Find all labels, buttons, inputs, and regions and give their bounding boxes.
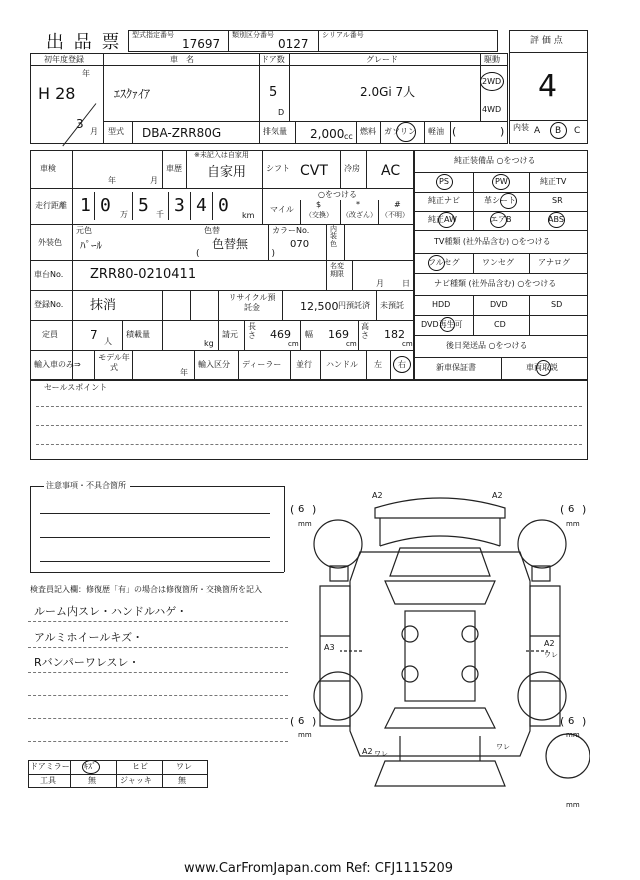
import-class-label: 輸入区分	[198, 360, 230, 369]
shift-label: シフト	[266, 164, 290, 173]
mile-label: マイル	[270, 205, 294, 214]
fuel-circle	[396, 122, 416, 142]
inspector-label: 検査員記入欄：修復歴「有」の場合は修復箇所・交換箇所を記入	[30, 585, 262, 594]
mileage-circle-note: ○をつける	[318, 190, 357, 199]
equip-tv: 純正TV	[540, 177, 567, 186]
handle-label: ハンドル	[326, 360, 358, 369]
hash-symbol: #	[394, 200, 401, 209]
jack-label: ジャッキ	[120, 776, 152, 785]
tread-front-left-unit: mm	[298, 520, 312, 528]
jack-value: 無	[178, 776, 186, 785]
orig-color-label: 元色	[76, 226, 92, 235]
equip-abs-circle	[548, 212, 565, 228]
displacement-unit: cc	[344, 132, 353, 141]
mileage-digit-2: 0	[100, 195, 111, 216]
drive-label: 駆動	[484, 55, 500, 64]
damage-ware-right: ワレ	[544, 651, 558, 659]
fuel-gasoline: ガソリン	[384, 127, 416, 136]
tv-oneseg: ワンセグ	[482, 258, 514, 267]
type-approval-value: 17697	[182, 37, 221, 51]
color-label: 外装色	[38, 238, 62, 247]
sheet-title: 出 品 票	[46, 32, 122, 53]
history-note: ※未記入は自家用	[194, 151, 249, 159]
chassis-value: ZRR80-0210411	[90, 267, 197, 282]
damage-a2-top-right: A2	[492, 491, 503, 500]
door-mirror-label: ドアミラー	[30, 762, 70, 771]
tread-rear-left-unit: mm	[298, 731, 312, 739]
navi-dvd: DVD	[490, 300, 508, 309]
navi-sd: SD	[551, 300, 563, 309]
doors-value: 5	[269, 85, 278, 100]
registration-value: 抹消	[90, 298, 117, 313]
mileage-unit: km	[242, 211, 255, 220]
ship-manual-circle	[536, 360, 551, 376]
height-label: 高さ	[361, 322, 369, 340]
inspection-label: 車検	[40, 164, 56, 173]
sales-point-box	[30, 380, 588, 460]
score-value: 4	[538, 69, 558, 104]
capacity-unit: 人	[104, 337, 112, 346]
height-value: 182	[384, 328, 405, 341]
interior-color-label: 内装色	[330, 225, 337, 248]
handle-left: 左	[374, 360, 382, 369]
footer-reference: www.CarFromJapan.com Ref: CFJ1115209	[184, 861, 454, 876]
drive-2wd: 2WD	[482, 77, 502, 86]
equip-navi: 純正ナビ	[428, 196, 460, 205]
tv-title: TV種類 (社外品含む) ○をつける	[434, 237, 551, 246]
mileage-digit-3: 5	[138, 195, 149, 216]
damage-a2-right: A2	[544, 639, 555, 648]
load-unit: kg	[204, 339, 214, 348]
chassis-label: 車台No.	[34, 270, 64, 279]
navi-title: ナビ種類 (社外品含む) ○をつける	[434, 279, 557, 288]
name-change-day: 日	[402, 279, 410, 288]
color-change-value: 色替無	[212, 237, 249, 251]
asterisk-text: （改ざん）	[342, 211, 377, 219]
drive-circle	[480, 72, 504, 91]
dollar-text: （交換）	[305, 211, 333, 219]
color-code-label: カラーNo.	[272, 226, 310, 235]
tread-front-left: 6	[298, 504, 305, 515]
genuine-title: 純正装備品 ○をつける	[454, 156, 536, 165]
tread-rear-right-unit: mm	[566, 731, 580, 739]
width-unit: cm	[346, 340, 357, 348]
request-label: 請元	[222, 330, 238, 339]
category-label: 類別区分番号	[232, 31, 274, 39]
first-reg-year-unit: 年	[82, 69, 90, 78]
model-value: DBA-ZRR80G	[142, 126, 222, 140]
color-change-paren: ( )	[196, 249, 276, 259]
asterisk-symbol: *	[356, 200, 360, 209]
doors-sub: D	[278, 108, 285, 117]
note-line-1: ルーム内スレ・ハンドルハゲ・	[34, 605, 188, 618]
mirror-crack: ヒビ	[132, 762, 148, 771]
interior-grade-label: 内装	[513, 123, 529, 132]
equip-aw: 純正AW	[428, 215, 457, 224]
equip-ps-circle	[436, 174, 453, 190]
interior-grade-c: C	[574, 126, 581, 136]
ship-title: 後日発送品 ○をつける	[446, 341, 528, 350]
first-reg-month: 3	[76, 117, 84, 131]
equip-airbag: エアB	[490, 215, 512, 224]
tv-fullseg: フルセグ	[428, 258, 460, 267]
tools-value: 無	[88, 776, 96, 785]
length-value: 469	[270, 328, 291, 341]
mileage-digit-4: 3	[174, 195, 185, 216]
model-label: 型式	[108, 127, 124, 136]
color-change-label: 色替	[204, 226, 220, 235]
note-line-3: Rバンパーワレスレ・	[34, 656, 140, 669]
sales-point-label: セールスポイント	[44, 383, 108, 392]
mileage-label: 走行距離	[35, 201, 67, 210]
navi-hdd: HDD	[432, 300, 451, 309]
fuel-label: 燃料	[360, 127, 376, 136]
damage-a3: A3	[324, 643, 335, 652]
mirror-scratch-circle	[82, 760, 100, 774]
import-only-label: 輸入車のみ⇒	[34, 360, 81, 369]
recycle-not-deposited: 未預託	[380, 301, 404, 310]
tread-rear-left: 6	[298, 716, 305, 727]
tread-front-right-unit: mm	[566, 520, 580, 528]
equip-pw-circle	[492, 174, 510, 190]
import-dealer: ディーラー	[242, 360, 282, 369]
fuel-diesel: 軽油	[428, 127, 444, 136]
history-label: 車歴	[166, 164, 182, 173]
displacement-label: 排気量	[263, 127, 287, 136]
grade-value: 2.0Gi 7人	[360, 85, 416, 99]
navi-dvd-play: DVD再生可	[421, 320, 463, 329]
interior-grade-b: B	[555, 126, 562, 136]
equip-leather-circle	[500, 193, 517, 209]
tv-analog: アナログ	[538, 258, 570, 267]
equip-aw-circle	[438, 212, 455, 228]
navi-dvd-play-circle	[440, 317, 455, 332]
navi-cd: CD	[494, 320, 506, 329]
mileage-unit-man: 万	[120, 210, 128, 219]
mileage-digit-6: 0	[218, 195, 229, 216]
equip-ps: PS	[439, 177, 449, 186]
equip-sr: SR	[552, 196, 563, 205]
equip-airbag-circle	[490, 212, 507, 228]
tread-rear-right: 6	[568, 716, 575, 727]
tools-label: 工具	[40, 776, 56, 785]
damage-a2-top-left: A2	[372, 491, 383, 500]
capacity-label: 定員	[42, 330, 58, 339]
equip-pw: PW	[495, 177, 508, 186]
ac-label: 冷房	[344, 164, 360, 173]
mirror-break: ワレ	[176, 762, 192, 771]
doors-label: ドア数	[261, 55, 285, 64]
name-change-label: 名変期限	[330, 262, 344, 278]
registration-label: 登録No.	[34, 300, 64, 309]
mileage-digit-5: 4	[196, 195, 207, 216]
damage-ware-bottom-right: ワレ	[496, 743, 510, 751]
equip-abs: ABS	[548, 215, 564, 224]
capacity-value: 7	[90, 328, 98, 342]
hash-text: （不明）	[381, 211, 409, 219]
first-reg-month-unit: 月	[90, 127, 98, 136]
tv-fullseg-circle	[428, 255, 445, 271]
mileage-digit-1: 1	[80, 195, 91, 216]
displacement-value: 2,000	[310, 127, 345, 141]
drive-4wd: 4WD	[482, 105, 502, 114]
inspection-month-unit: 月	[150, 176, 158, 185]
first-reg-label: 初年度登録	[44, 55, 84, 64]
category-value: 0127	[278, 37, 309, 51]
load-label: 積載量	[126, 330, 150, 339]
tread-front-right: 6	[568, 504, 575, 515]
mirror-scratch: ｷｽﾞ	[84, 762, 96, 771]
car-name-label: 車 名	[170, 55, 194, 64]
ship-manual: 車両取説	[526, 363, 558, 372]
width-value: 169	[328, 328, 349, 341]
equip-leather: 革シート	[484, 196, 516, 205]
model-year-unit: 年	[180, 368, 188, 377]
orig-color-value: ﾊﾟｰﾙ	[80, 239, 102, 252]
first-reg-era: H 28	[38, 84, 76, 103]
dollar-symbol: $	[316, 200, 322, 209]
import-parallel: 並行	[296, 360, 312, 369]
shift-value: CVT	[300, 163, 328, 179]
recycle-value: 12,500	[300, 300, 339, 313]
interior-grade-circle	[550, 122, 567, 139]
color-code-value: 070	[290, 239, 310, 250]
length-unit: cm	[288, 340, 299, 348]
damage-ware-bottom: ワレ	[374, 750, 388, 758]
car-name: ｴｽｸｧｲｱ	[114, 87, 151, 101]
damage-a2-bottom: A2	[362, 747, 373, 756]
interior-grade-a: A	[534, 126, 541, 136]
name-change-month: 月	[376, 279, 384, 288]
notes-title: 注意事項・不具合箇所	[46, 481, 126, 490]
type-approval-label: 型式指定番号	[132, 31, 174, 39]
ac-value: AC	[381, 163, 401, 179]
recycle-unit: 円預託済	[338, 301, 370, 310]
model-year-label: モデル年式	[98, 353, 130, 372]
ship-warranty: 新車保証書	[436, 363, 476, 372]
note-line-2: アルミホイールキズ・	[34, 631, 144, 644]
grade-label: グレード	[366, 55, 398, 64]
recycle-label: リサイクル預託金	[228, 293, 276, 312]
handle-right-circle	[393, 356, 411, 373]
width-label: 幅	[305, 330, 313, 339]
tread-spare-unit: mm	[566, 801, 580, 809]
mileage-unit-sen: 千	[156, 210, 164, 219]
score-label: 評 価 点	[530, 36, 563, 46]
serial-label: シリアル番号	[322, 31, 364, 39]
history-value: 自家用	[207, 165, 247, 180]
height-unit: cm	[402, 340, 413, 348]
inspection-year-unit: 年	[108, 176, 116, 185]
length-label: 長さ	[248, 322, 256, 340]
handle-right: 右	[398, 360, 406, 369]
